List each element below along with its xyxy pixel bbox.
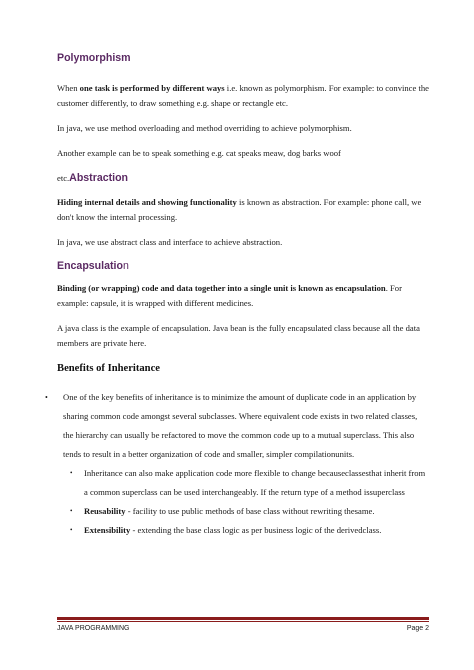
polymorphism-paragraph-2: In java, we use method overloading and method overriding to achieve polymorphism. [57, 123, 352, 133]
inheritance-list [45, 388, 429, 540]
bullet-icon: • [45, 393, 48, 402]
page-number: Page 2 [406, 625, 429, 632]
abstraction-heading: Abstraction [69, 172, 129, 184]
encapsulation-heading-line [57, 260, 429, 272]
polymorphism-paragraph-3: Another example can be to speak something e.g. cat speaks meaw, dog barks woof [57, 148, 341, 158]
bullet-icon: • [70, 526, 73, 534]
list-item [45, 388, 429, 540]
list-item [70, 502, 429, 521]
polymorphism-heading: Polymorphism [57, 52, 131, 64]
text-span: When [57, 83, 80, 93]
polymorphism-paragraph-1 [57, 81, 429, 111]
footer-title: JAVA PROGRAMMING [57, 625, 130, 632]
text-span: i.e. known as polymorphism. For example: to convince the customer differently, to draw something e.g. shape or rectangle etc. [57, 83, 429, 108]
bold-span: one task is performed by different ways [79, 83, 225, 93]
bold-span: Binding (or wrapping) code and data together into a single unit is known as encapsulation [57, 283, 386, 293]
encapsulation-heading: Encapsulatio [57, 260, 123, 272]
abstraction-prefix: etc. [57, 173, 70, 183]
text-span: is known as abstraction. For example: phone call, we don't know the internal processing. [57, 197, 422, 222]
bullet-icon: • [70, 507, 73, 515]
reusability-label: Reusability [84, 506, 126, 516]
text-span: . For example: capsule, it is wrapped with different medicines. [57, 283, 402, 308]
bullet-icon: • [70, 469, 73, 477]
abstraction-paragraph-2: In java, we use abstract class and interface to achieve abstraction. [57, 237, 283, 247]
footer-divider-thin [57, 621, 429, 622]
list-item-text: - facility to use public methods of base class without rewriting thesame. [125, 506, 375, 516]
inheritance-heading: Benefits of Inheritance [57, 363, 160, 374]
page-content [45, 50, 429, 540]
abstraction-heading-line [57, 171, 429, 186]
abstraction-paragraph-1 [57, 195, 429, 225]
bold-span: Hiding internal details and showing functionality [57, 197, 237, 207]
inheritance-sub-list [70, 464, 429, 540]
encapsulation-heading-tail: n [122, 260, 129, 272]
list-item-text: - extending the base class logic as per business logic of the derivedclass. [130, 525, 382, 535]
list-item-text: One of the key benefits of inheritance is to minimize the amount of duplicate code in an application by sharing common code amongst several subclasses. Where equivalent code exists in two related classes, the hierarchy can usually be refactored to move the common code up to a mutual superclass. This also tends to result in a better organization of code and smaller, simpler compilationunits. [63, 392, 418, 459]
list-item [70, 464, 429, 502]
list-item-text: Inheritance can also make application code more flexible to change becauseclassesthat inherit from a common superclass can be used interchangeably. If the return type of a method issuperclass [84, 468, 426, 497]
encapsulation-paragraph-2: A java class is the example of encapsulation. Java bean is the fully encapsulated class because all the data members are private here. [57, 323, 420, 348]
footer-divider [57, 617, 429, 620]
list-item [70, 521, 429, 540]
extensibility-label: Extensibility [84, 525, 131, 535]
encapsulation-paragraph-1 [57, 281, 429, 311]
